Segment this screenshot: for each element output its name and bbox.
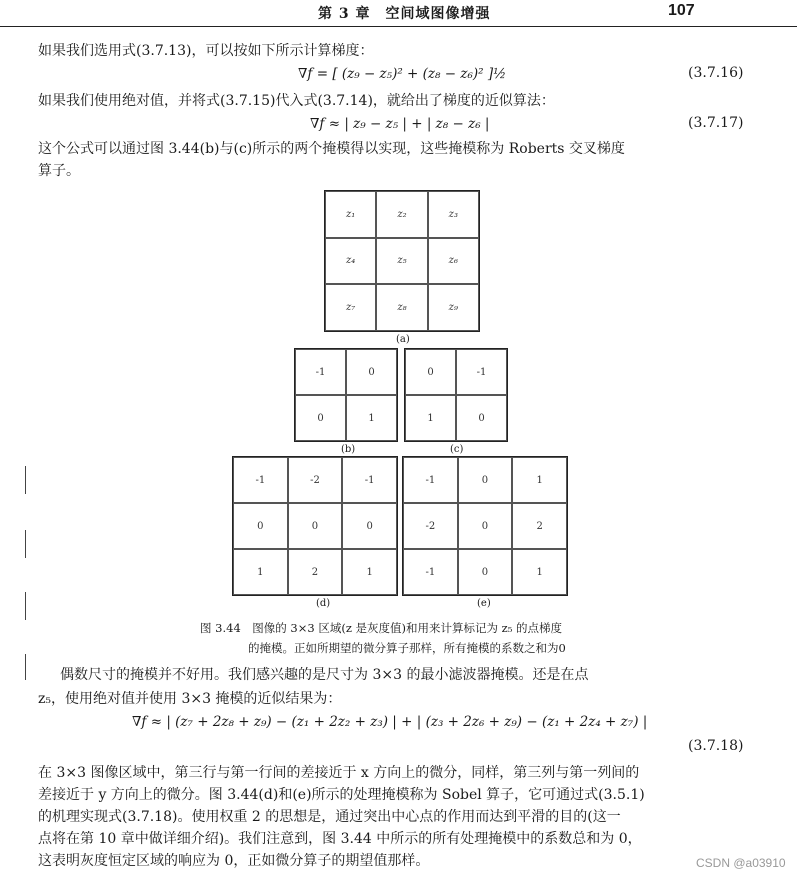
- mask-cell: 0: [346, 349, 397, 395]
- mask-cell: 1: [512, 549, 567, 595]
- mask-cell: 0: [458, 503, 513, 549]
- chapter-title: 第 3 章 空间域图像增强: [318, 6, 491, 22]
- figure-caption-line-1: 图 3.44 图像的 3×3 区域(z 是灰度值)和用来计算标记为 z₅ 的点梯度: [200, 621, 563, 635]
- mask-cell: -1: [403, 457, 458, 503]
- mask-cell: -1: [456, 349, 507, 395]
- margin-bar: [25, 654, 26, 680]
- equation-3-7-16: ∇f = [ (z₉ − z₅)² + (z₈ − z₆)² ]½: [298, 66, 507, 82]
- mask-cell: -2: [403, 503, 458, 549]
- mask-cell: 0: [405, 349, 456, 395]
- margin-bar: [25, 592, 26, 620]
- mask-cell: 0: [458, 457, 513, 503]
- mask-cell: 1: [233, 549, 288, 595]
- margin-bar: [25, 530, 26, 558]
- mask-cell: z₉: [428, 284, 479, 331]
- mask-cell: -1: [233, 457, 288, 503]
- mask-cell: z₃: [428, 191, 479, 238]
- paragraph-5-line-1: 在 3×3 图像区域中，第三行与第一行间的差接近于 x 方向上的微分，同样，第三列与第一列间的: [38, 765, 640, 781]
- mask-cell: 2: [288, 549, 343, 595]
- figure-label-a: (a): [396, 334, 410, 345]
- figure-label-e: (e): [477, 598, 491, 609]
- mask-cell: 0: [456, 395, 507, 441]
- page-header: [0, 0, 797, 27]
- paragraph-5-line-4: 点将在第 10 章中做详细介绍)。我们注意到，图 3.44 中所示的所有处理掩模中的系数总和为 0，: [38, 831, 642, 847]
- paragraph-1: 如果我们选用式(3.7.13)，可以按如下所示计算梯度：: [38, 43, 374, 59]
- mask-cell: -1: [403, 549, 458, 595]
- mask-cell: 0: [342, 503, 397, 549]
- figure-label-d: (d): [316, 598, 331, 609]
- paragraph-4-line-2: z₅，使用绝对值并使用 3×3 掩模的近似结果为：: [38, 691, 342, 707]
- figure-label-c: (c): [450, 444, 464, 455]
- mask-cell: 1: [512, 457, 567, 503]
- mask-cell: 1: [405, 395, 456, 441]
- paragraph-5-line-2: 差接近于 y 方向上的微分。图 3.44(d)和(e)所示的处理掩模称为 Sobel 算子，它可通过式(3.5.1): [38, 787, 645, 803]
- mask-cell: z₅: [376, 238, 427, 285]
- paragraph-4-line-1: 偶数尺寸的掩模并不好用。我们感兴趣的是尺寸为 3×3 的最小滤波器掩模。还是在点: [60, 667, 589, 683]
- mask-grid-b: [294, 348, 398, 442]
- equation-3-7-18: ∇f ≈ | (z₇ + 2z₈ + z₉) − (z₁ + 2z₂ + z₃) | + | (z₃ + 2z₆ + z₉) − (z₁ + 2z₄ + z₇) |: [132, 714, 648, 730]
- equation-number-2: (3.7.17): [688, 115, 744, 131]
- mask-cell: 2: [512, 503, 567, 549]
- watermark: CSDN @a03910: [696, 856, 786, 870]
- equation-number-3: (3.7.18): [688, 738, 744, 754]
- paragraph-5-line-3: 的机理实现式(3.7.18)。使用权重 2 的思想是，通过突出中心点的作用而达到平滑的目的(这一: [38, 809, 621, 825]
- figure-caption-line-2: 的掩模。正如所期望的微分算子那样，所有掩模的系数之和为0: [248, 641, 566, 655]
- paragraph-2: 如果我们使用绝对值，并将式(3.7.15)代入式(3.7.14)，就给出了梯度的近似算法：: [38, 93, 555, 109]
- mask-cell: 0: [233, 503, 288, 549]
- mask-cell: -2: [288, 457, 343, 503]
- mask-grid-a: [324, 190, 480, 332]
- paragraph-5-line-5: 这表明灰度恒定区域的响应为 0，正如微分算子的期望值那样。: [38, 853, 430, 869]
- mask-cell: -1: [295, 349, 346, 395]
- mask-cell: 1: [346, 395, 397, 441]
- mask-grid-d: [232, 456, 398, 596]
- mask-cell: z₆: [428, 238, 479, 285]
- equation-3-7-17: ∇f ≈ | z₉ − z₅ | + | z₈ − z₆ |: [310, 116, 490, 132]
- mask-cell: 1: [342, 549, 397, 595]
- mask-cell: z₂: [376, 191, 427, 238]
- margin-bar: [25, 466, 26, 494]
- mask-grid-c: [404, 348, 508, 442]
- paragraph-3-line-1: 这个公式可以通过图 3.44(b)与(c)所示的两个掩模得以实现，这些掩模称为 Roberts 交叉梯度: [38, 141, 625, 157]
- page-number: 107: [668, 2, 695, 19]
- mask-cell: 0: [295, 395, 346, 441]
- mask-cell: z₄: [325, 238, 376, 285]
- mask-cell: z₁: [325, 191, 376, 238]
- mask-cell: z₈: [376, 284, 427, 331]
- mask-cell: -1: [342, 457, 397, 503]
- mask-cell: 0: [288, 503, 343, 549]
- mask-grid-e: [402, 456, 568, 596]
- paragraph-3-line-2: 算子。: [38, 163, 80, 179]
- mask-cell: z₇: [325, 284, 376, 331]
- mask-cell: 0: [458, 549, 513, 595]
- figure-label-b: (b): [341, 444, 356, 455]
- equation-number-1: (3.7.16): [688, 65, 744, 81]
